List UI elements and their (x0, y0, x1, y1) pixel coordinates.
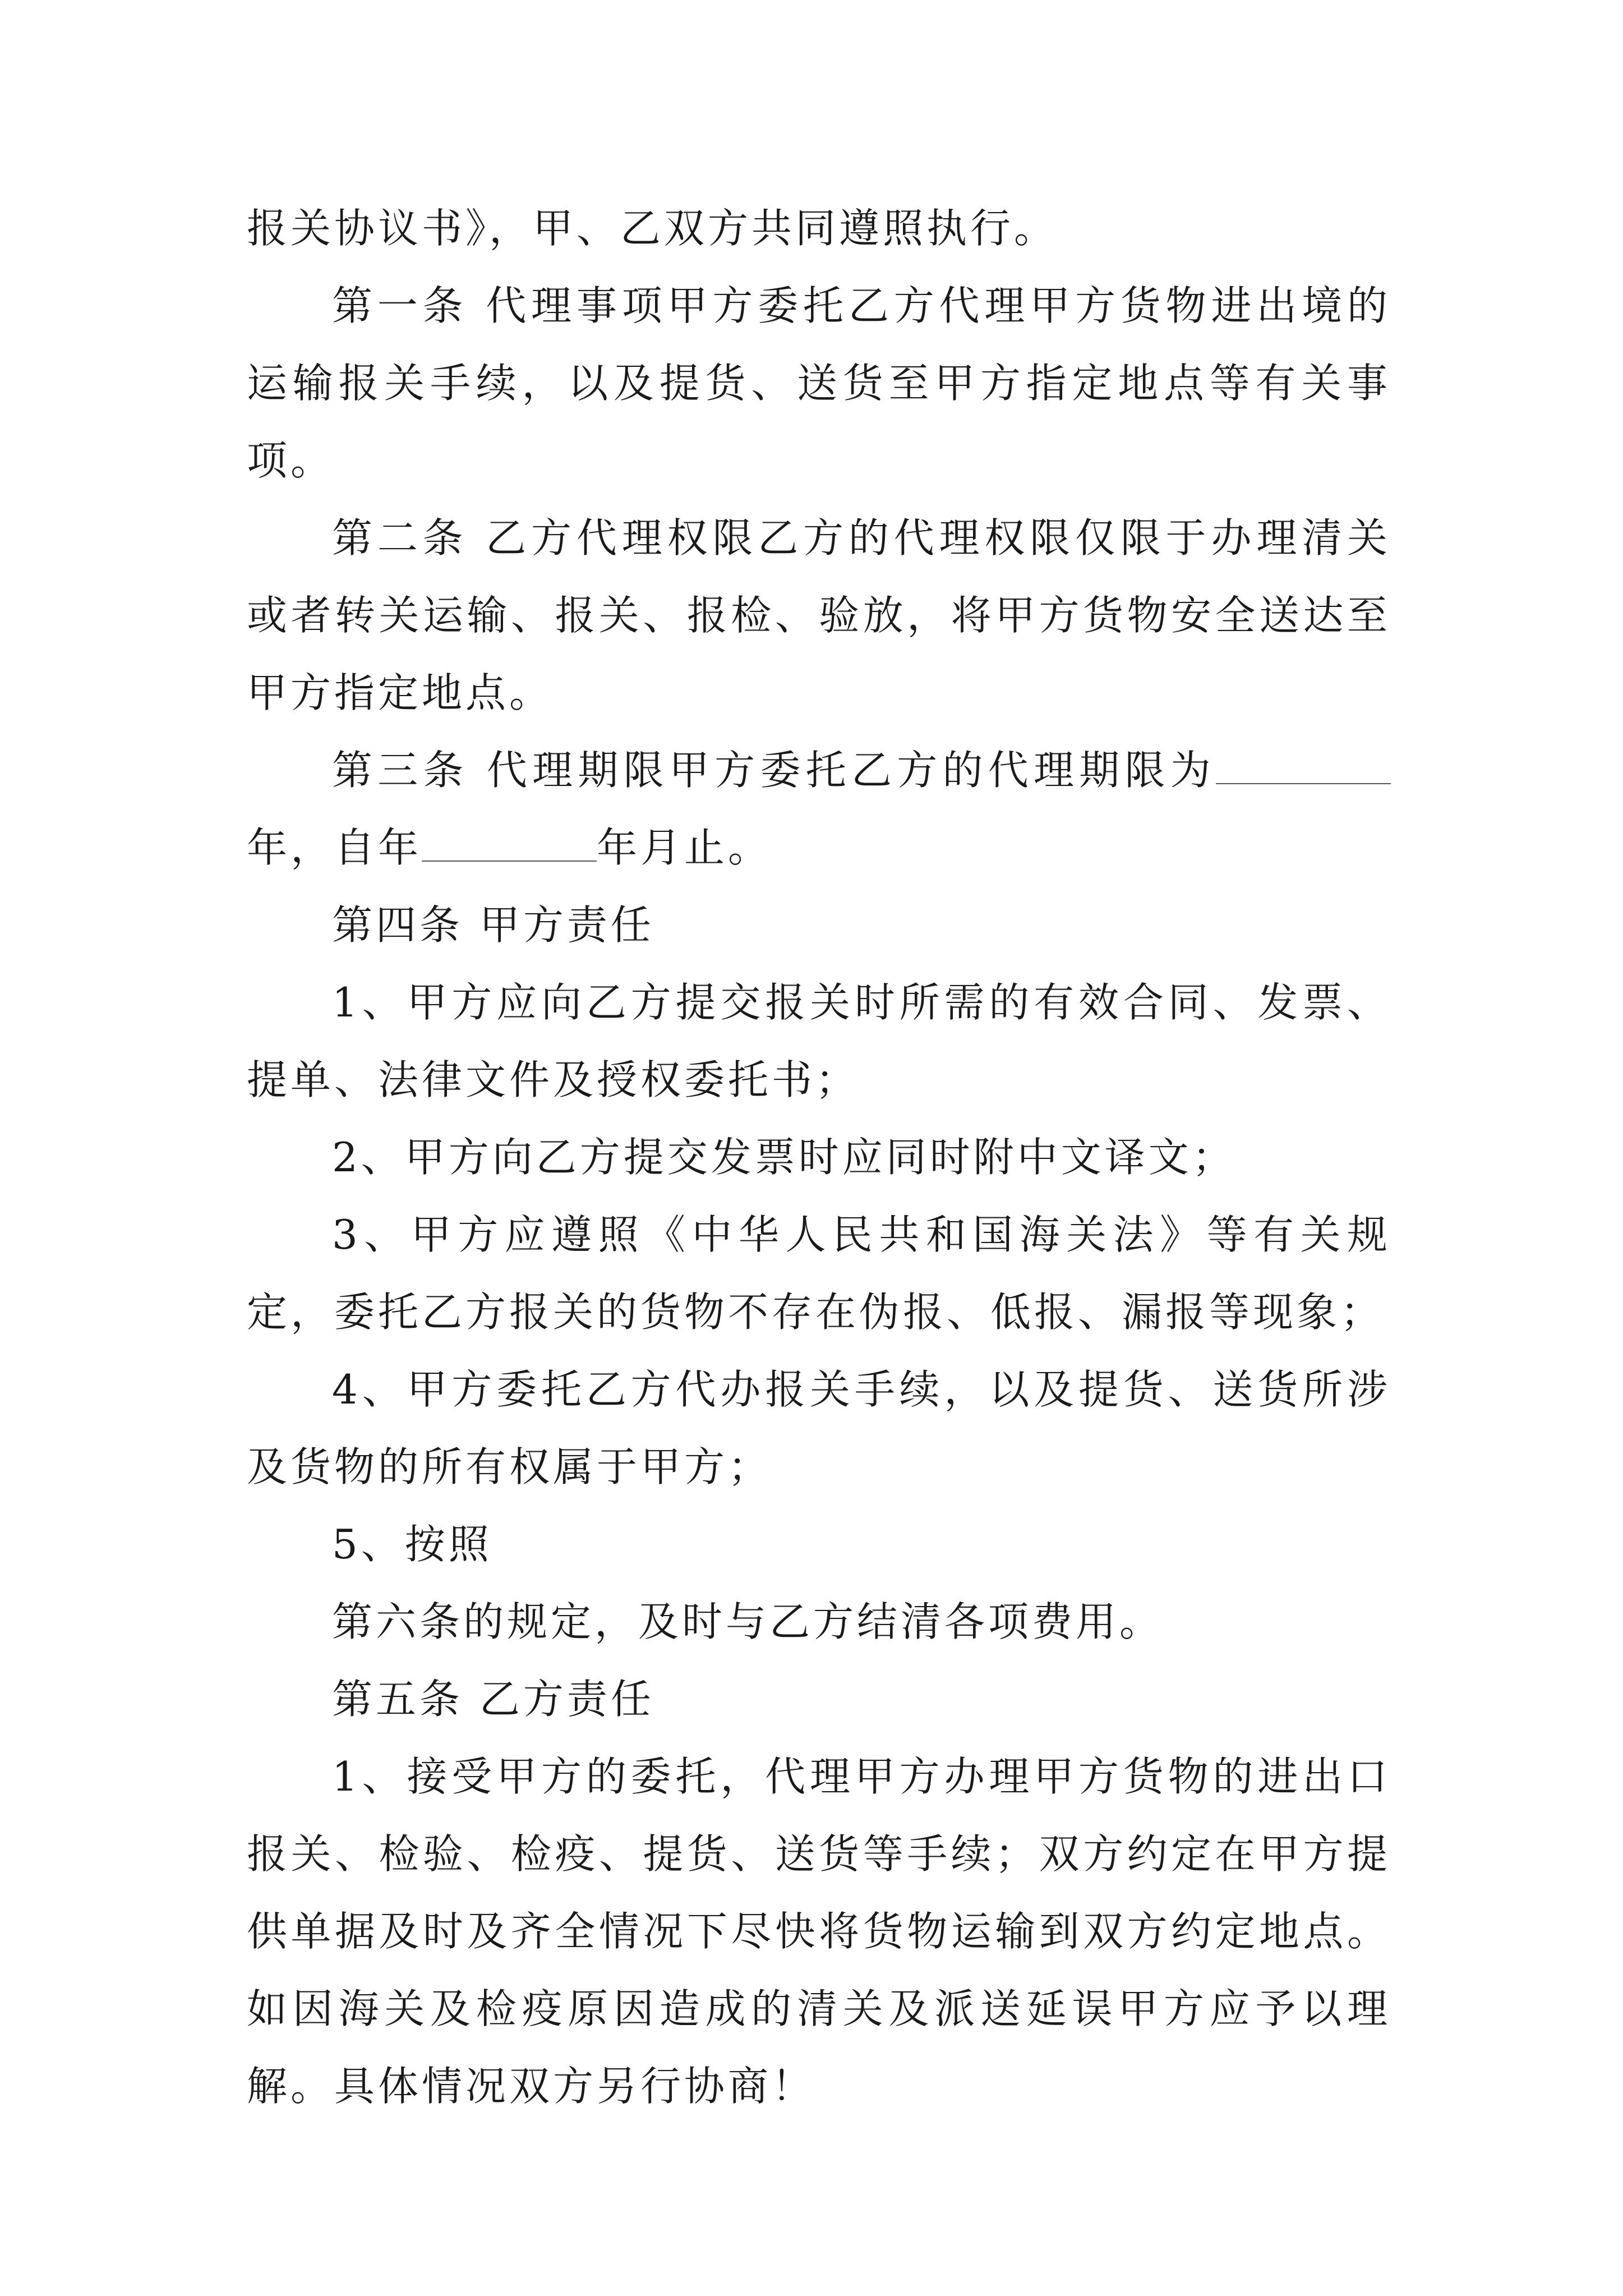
blank-line-period (1216, 751, 1391, 784)
heading-article-5: 第五条 乙方责任 (332, 1676, 654, 1723)
heading-article-4: 第四条 甲方责任 (332, 901, 654, 949)
blank-line-start-year (422, 828, 597, 862)
paragraph-intro-end: 报关协议书》，甲、乙双方共同遵照执行。 (247, 205, 1058, 252)
paragraph-article-4-item-2: 2、甲方向乙方提交发票时应同时附中文译文； (332, 1134, 1236, 1181)
article-3-text-c: 年月止。 (597, 824, 772, 871)
paragraph-article-4-item-4: 4、甲方委托乙方代办报关手续，以及提货、送货所涉及货物的所有权属于甲方； (247, 1366, 1391, 1490)
paragraph-article-4-item-5: 5、按照 (332, 1521, 492, 1568)
document-body (247, 190, 1391, 2125)
paragraph-article-1: 第一条 代理事项甲方委托乙方代理甲方货物进出境的运输报关手续，以及提货、送货至甲方指定地点等有关事项。 (247, 282, 1391, 484)
article-3-text-b: 年，自年 (247, 824, 422, 871)
article-3-text-a: 第三条 代理期限甲方委托乙方的代理期限为 (332, 747, 1216, 794)
paragraph-article-4-item-3: 3、甲方应遵照《中华人民共和国海关法》等有关规定，委托乙方报关的货物不存在伪报、低报、漏报等现象； (247, 1211, 1391, 1336)
paragraph-article-4-item-1: 1、甲方应向乙方提交报关时所需的有效合同、发票、提单、法律文件及授权委托书； (247, 979, 1391, 1103)
paragraph-article-5-item-1: 1、接受甲方的委托，代理甲方办理甲方货物的进出口报关、检验、检疫、提货、送货等手续；双方约定在甲方提供单据及时及齐全情况下尽快将货物运输到双方约定地点。如因海关及检疫原因造成的清关及派送延误甲方应予以理解。具体情况双方另行协商！ (247, 1753, 1391, 2110)
paragraph-article-2: 第二条 乙方代理权限乙方的代理权限仅限于办理清关或者转关运输、报关、报检、验放，将甲方货物安全送达至甲方指定地点。 (247, 514, 1391, 716)
paragraph-article-4-item-5-cont: 第六条的规定，及时与乙方结清各项费用。 (332, 1598, 1164, 1645)
paragraph-article-3 (247, 731, 1391, 886)
